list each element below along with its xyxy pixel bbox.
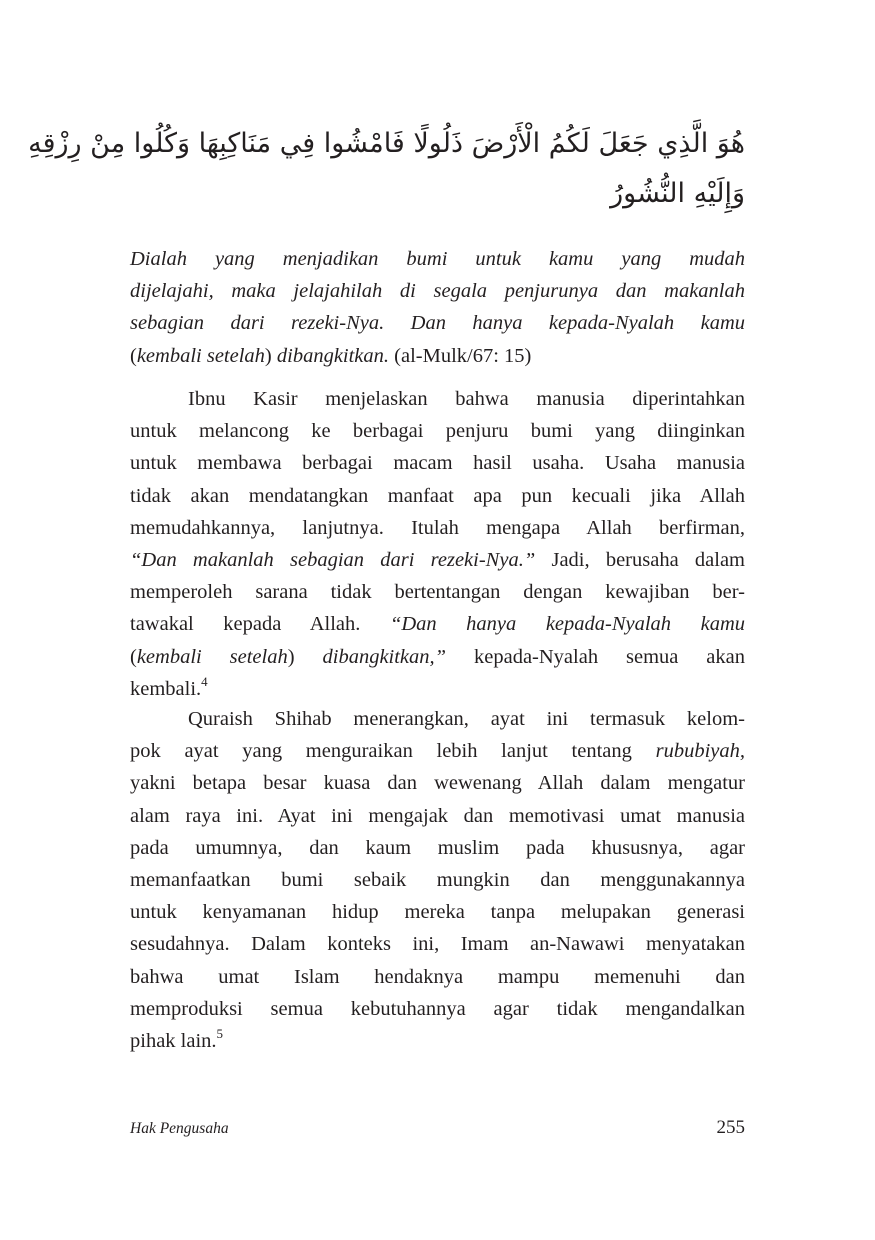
arabic-verse-line-1: هُوَ الَّذِي جَعَلَ لَكُمُ الْأَرْضَ ذَلُولًا فَامْشُوا فِي مَنَاكِبِهَا وَكُلُوا مِنْ رِزْقِهِ [28,128,745,159]
running-title: Hak Pengusaha [130,1120,229,1137]
text-segment: Ibnu Kasir menjelaskan bahwa manusia diperintahkan [188,388,745,410]
footnote-marker: 5 [216,1025,224,1041]
text-segment: Quraish Shihab menerangkan, ayat ini termasuk kelom- [188,708,745,730]
text-line [130,415,745,447]
text-segment: memanfaatkan bumi sebaik mungkin dan menggunakannya [130,868,745,891]
text-segment: Jadi, berusaha dalam [535,548,746,571]
text-segment: yakni betapa besar kuasa dan wewenang Allah dalam mengatur [130,772,745,795]
text-segment: (al-Mulk/67: 15) [389,344,532,367]
text-segment: untuk kenyamanan hidup mereka tanpa melupakan generasi [130,901,745,924]
text-segment: memudahkannya, lanjutnya. Itulah mengapa Allah berfirman, [130,516,745,539]
text-segment: “Dan makanlah sebagian dari rezeki-Nya.” [130,548,536,571]
paragraph-ibnu-kasir [130,383,745,705]
text-segment: Dialah yang menjadikan bumi untuk kamu yang mudah [130,248,745,270]
text-segment: kembali setelah [136,645,288,668]
text-segment: bahwa umat Islam hendaknya mampu memenuhi dan [130,965,745,988]
text-segment: dijelajahi, maka jelajahilah di segala penjurunya dan makanlah [130,280,745,303]
text-segment: memperoleh sarana tidak bertentangan dengan kewajiban ber- [130,581,745,604]
text-segment: untuk melancong ke berbagai penjuru bumi yang diinginkan [130,420,745,443]
text-segment: memproduksi semua kebutuhannya agar tidak mengandalkan [130,997,745,1020]
text-segment: ) [287,645,323,668]
text-line [130,703,745,735]
text-segment: ) [264,344,277,367]
verse-translation [130,243,745,372]
text-line [130,641,745,673]
text-line [130,480,745,512]
text-line [130,307,745,339]
text-segment: pada umumnya, dan kaum muslim pada khususnya, agar [130,836,745,859]
text-segment: kembali. [130,677,202,700]
text-segment: tidak akan mendatangkan manfaat apa pun kecuali jika Allah [130,484,745,507]
text-segment: untuk membawa berbagai macam hasil usaha. Usaha manusia [130,452,745,475]
text-line [130,993,745,1025]
text-line [130,544,745,576]
text-line [130,512,745,544]
text-line [130,608,745,640]
text-line [130,447,745,479]
text-line [130,767,745,799]
page-number: 255 [716,1117,745,1138]
text-line [130,832,745,864]
text-segment: alam raya ini. Ayat ini mengajak dan memotivasi umat manusia [130,804,745,827]
text-segment: pok ayat yang menguraikan lebih lanjut tentang [130,740,656,763]
footnote-marker: 4 [201,673,208,689]
text-segment: pihak lain. [130,1029,217,1052]
text-segment: dibangkitkan. [276,344,390,367]
text-line [130,576,745,608]
text-segment: ( [130,645,137,668]
text-segment: sebagian dari rezeki-Nya. Dan hanya kepada-Nyalah kamu [130,312,745,335]
text-segment: kembali setelah [136,344,265,367]
text-line [130,673,745,705]
text-segment: tawakal kepada Allah. [130,613,390,636]
text-line [130,735,745,767]
text-line [130,340,745,372]
text-line [130,864,745,896]
text-line [130,896,745,928]
text-segment: ( [130,344,137,367]
text-segment: kepada-Nyalah semua akan [446,645,746,668]
arabic-verse-line-2: وَإِلَيْهِ النُّشُورُ [610,178,745,209]
text-line [130,928,745,960]
text-line [130,243,745,275]
paragraph-quraish-shihab [130,703,745,1057]
text-line [130,383,745,415]
text-segment: rububiyah, [655,740,745,763]
text-segment: “Dan hanya kepada-Nyalah kamu [389,613,745,636]
text-segment: dibangkitkan,” [322,645,447,668]
text-line [130,961,745,993]
text-segment: sesudahnya. Dalam konteks ini, Imam an-Nawawi menyatakan [130,933,745,956]
text-line [130,1025,745,1057]
text-line [130,800,745,832]
text-line [130,275,745,307]
